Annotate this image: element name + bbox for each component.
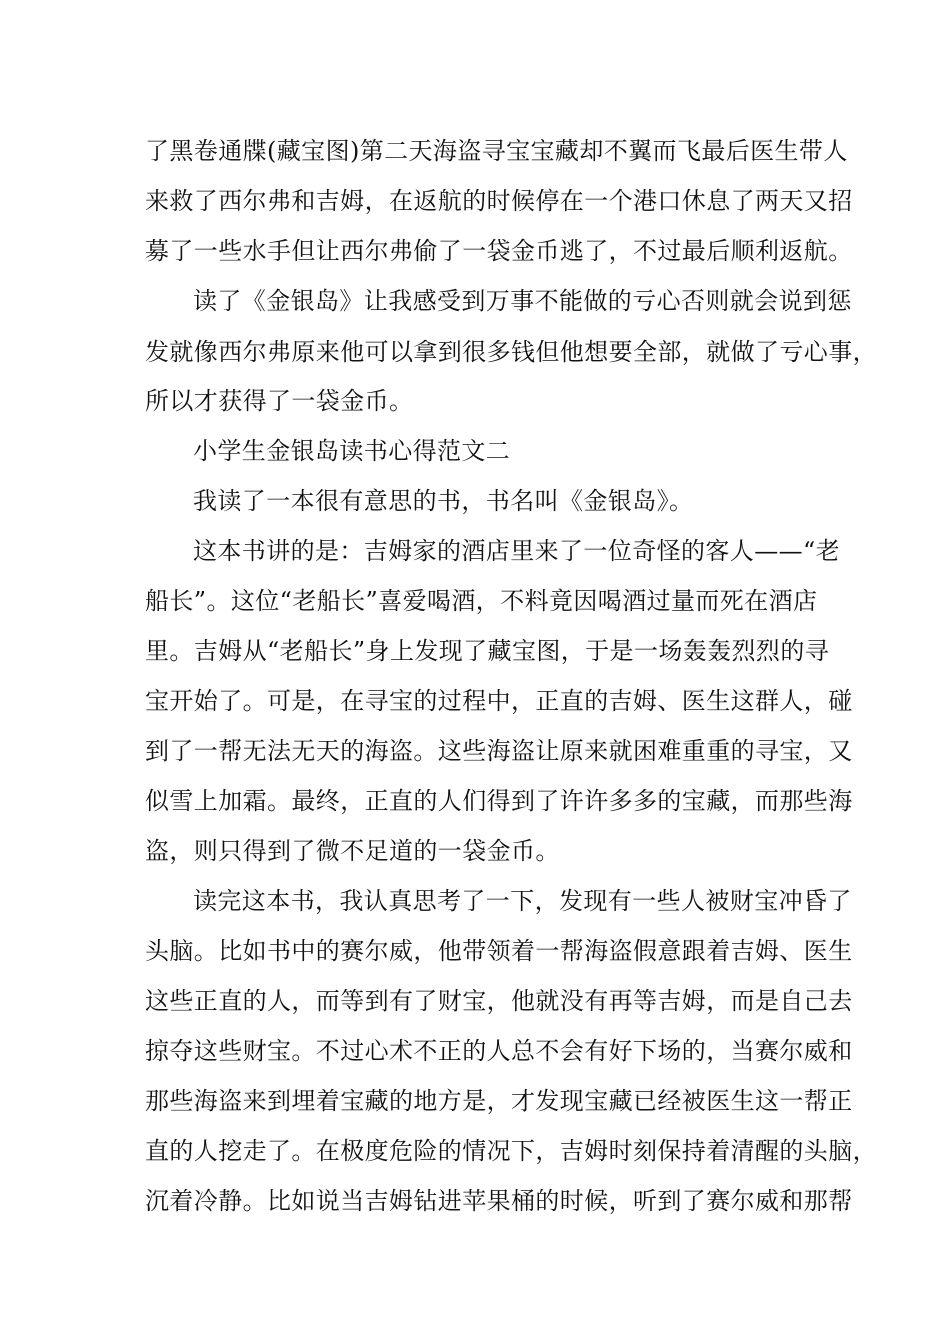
section-heading: 小学生金银岛读书心得范文二 — [193, 437, 511, 465]
text-line: 发就像西尔弗原来他可以拿到很多钱但他想要全部，就做了亏心事， — [145, 338, 877, 366]
text-line: 沉着冷静。比如说当吉姆钻进苹果桶的时候，听到了赛尔威和那帮 — [145, 1187, 853, 1215]
text-line: 募了一些水手但让西尔弗偷了一袋金币逃了，不过最后顺利返航。 — [145, 237, 853, 265]
text-line: 到了一帮无法无天的海盗。这些海盗让原来就困难重重的寻宝，又 — [145, 737, 853, 765]
text-line: 似雪上加霜。最终，正直的人们得到了许许多多的宝藏，而那些海 — [145, 787, 853, 815]
text-line: 来救了西尔弗和吉姆，在返航的时候停在一个港口休息了两天又招 — [145, 187, 853, 215]
text-line: 那些海盗来到埋着宝藏的地方是，才发现宝藏已经被医生这一帮正 — [145, 1087, 853, 1115]
paragraph-start-line: 这本书讲的是：吉姆家的酒店里来了一位奇怪的客人——“老 — [193, 537, 841, 565]
text-line: 里。吉姆从“老船长”身上发现了藏宝图，于是一场轰轰烈烈的寻 — [145, 637, 830, 665]
paragraph-start-line: 我读了一本很有意思的书，书名叫《金银岛》。 — [193, 487, 694, 515]
paragraph-start-line: 读了《金银岛》让我感受到万事不能做的亏心否则就会说到惩 — [193, 287, 852, 315]
text-line: 直的人挖走了。在极度危险的情况下，吉姆时刻保持着清醒的头脑， — [145, 1137, 877, 1165]
paragraph-start-line: 读完这本书，我认真思考了一下，发现有一些人被财宝冲昏了 — [193, 887, 852, 915]
text-line: 这些正直的人，而等到有了财宝，他就没有再等吉姆，而是自己去 — [145, 987, 853, 1015]
text-line: 宝开始了。可是，在寻宝的过程中，正直的吉姆、医生这群人，碰 — [145, 687, 853, 715]
text-line: 船长”。这位“老船长”喜爱喝酒，不料竟因喝酒过量而死在酒店 — [145, 587, 818, 615]
text-line: 盗，则只得到了微不足道的一袋金币。 — [145, 837, 560, 865]
text-line: 所以才获得了一袋金币。 — [145, 387, 414, 415]
text-line: 了黑卷通牒(藏宝图)第二天海盗寻宝宝藏却不翼而飞最后医生带人 — [145, 137, 848, 165]
text-line: 头脑。比如书中的赛尔威，他带领着一帮海盗假意跟着吉姆、医生 — [145, 937, 853, 965]
text-line: 掠夺这些财宝。不过心术不正的人总不会有好下场的，当赛尔威和 — [145, 1037, 853, 1065]
